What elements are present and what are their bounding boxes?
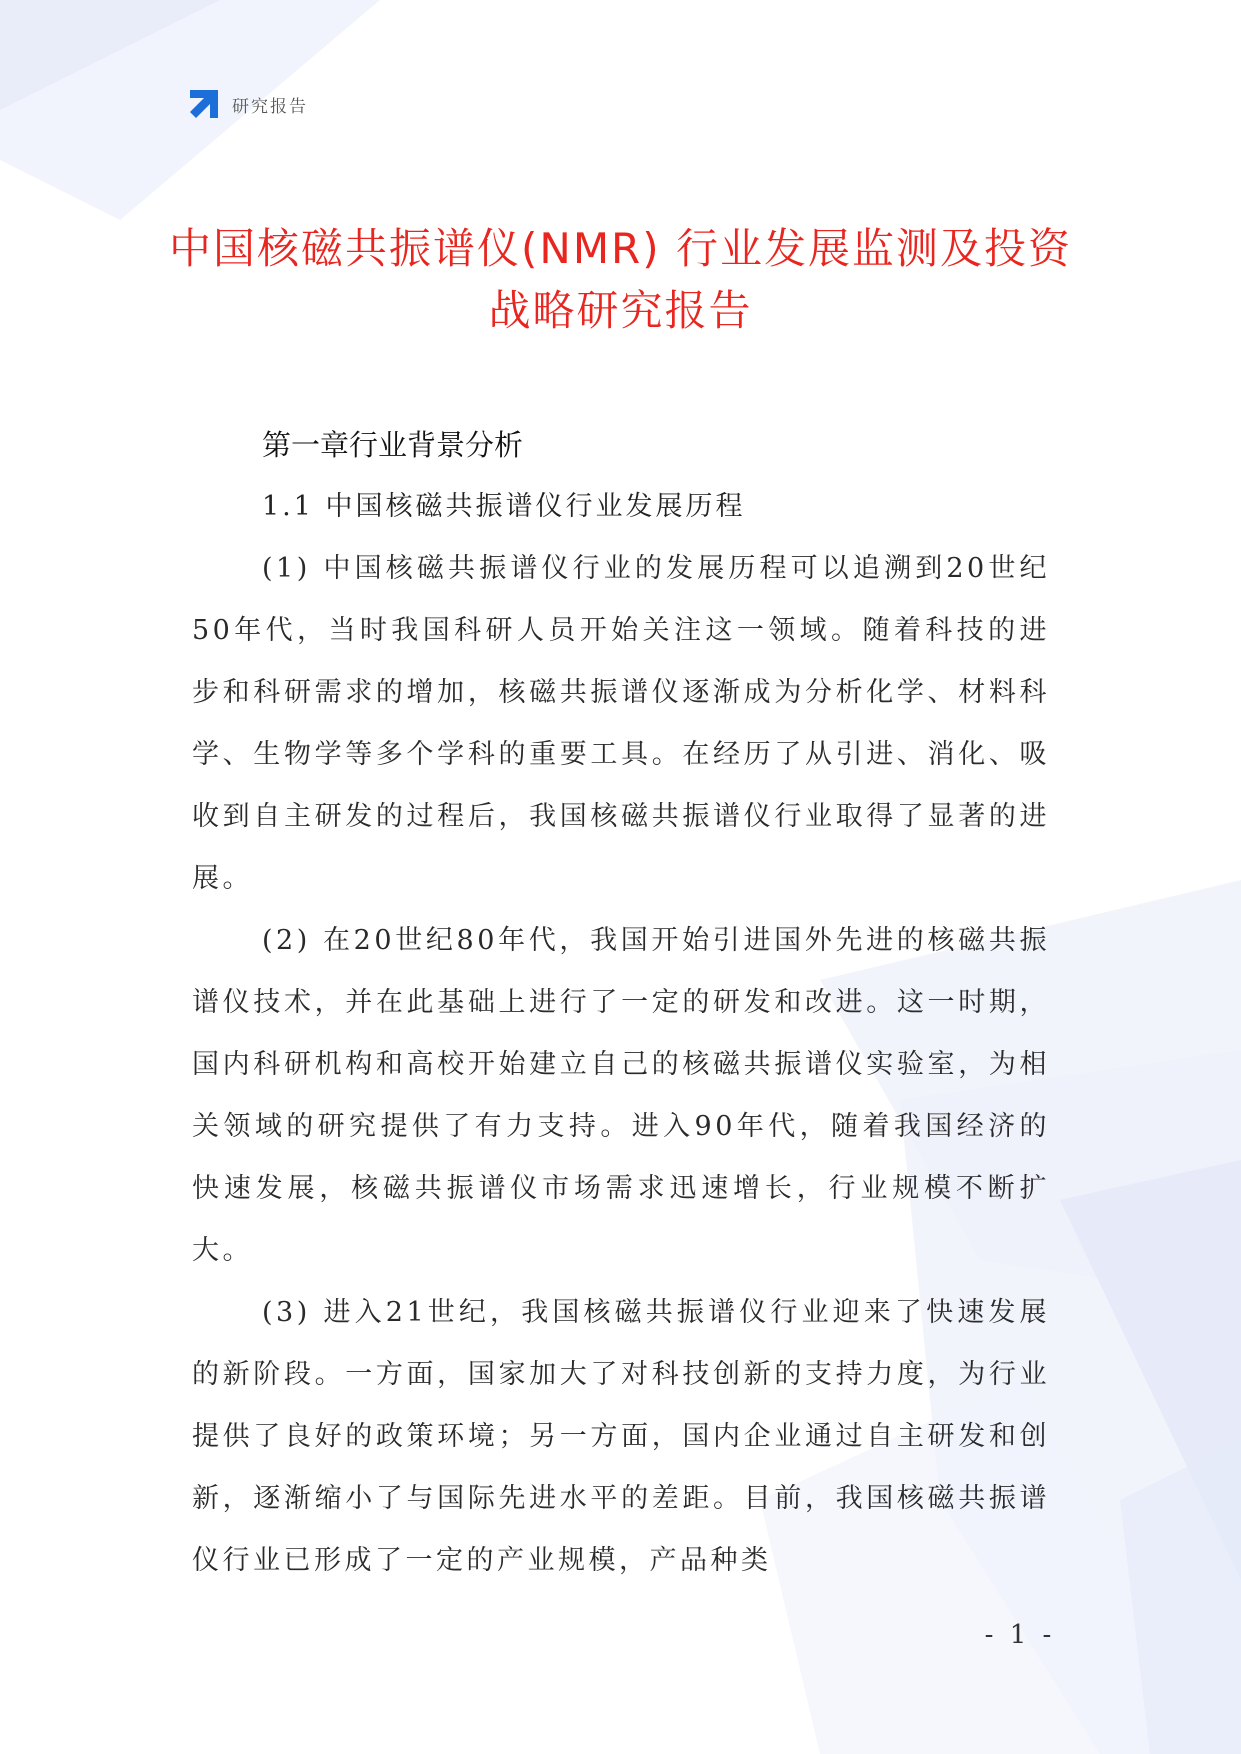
paragraph: (3) 进入21世纪，我国核磁共振谱仪行业迎来了快速发展的新阶段。一方面，国家加大了对科技创新的支持力度，为行业提供了良好的政策环境；另一方面，国内企业通过自主研发和创新，逐渐缩小了与国际先进水平的差距。目前，我国核磁共振谱仪行业已形成了一定的产业规模，产品种类 (192, 1297, 1050, 1576)
page-number: - 1 - (984, 1620, 1056, 1650)
report-header (188, 88, 308, 120)
document-body (192, 414, 1050, 1592)
paragraph: (2) 在20世纪80年代，我国开始引进国外先进的核磁共振谱仪技术，并在此基础上进行了一定的研发和改进。这一时期，国内科研机构和高校开始建立自己的核磁共振谱仪实验室，为相关领域的研究提供了有力支持。进入90年代，随着我国经济的快速发展，核磁共振谱仪市场需求迅速增长，行业规模不断扩大。 (192, 925, 1050, 1266)
paragraph: (1) 中国核磁共振谱仪行业的发展历程可以追溯到20世纪50年代，当时我国科研人员开始关注这一领域。随着科技的进步和科研需求的增加，核磁共振谱仪逐渐成为分析化学、材料科学、生物学等多个学科的重要工具。在经历了从引进、消化、吸收到自主研发的过程后，我国核磁共振谱仪行业取得了显著的进展。 (192, 553, 1050, 894)
section-heading: 1.1 中国核磁共振谱仪行业发展历程 (262, 491, 746, 522)
report-title: 中国核磁共振谱仪(NMR) 行业发展监测及投资战略研究报告 (169, 224, 1072, 335)
arrow-up-right-icon (188, 88, 220, 120)
logo-arrow-shape (190, 90, 218, 118)
chapter-heading: 第一章行业背景分析 (262, 428, 524, 462)
header-label: 研究报告 (232, 96, 308, 117)
